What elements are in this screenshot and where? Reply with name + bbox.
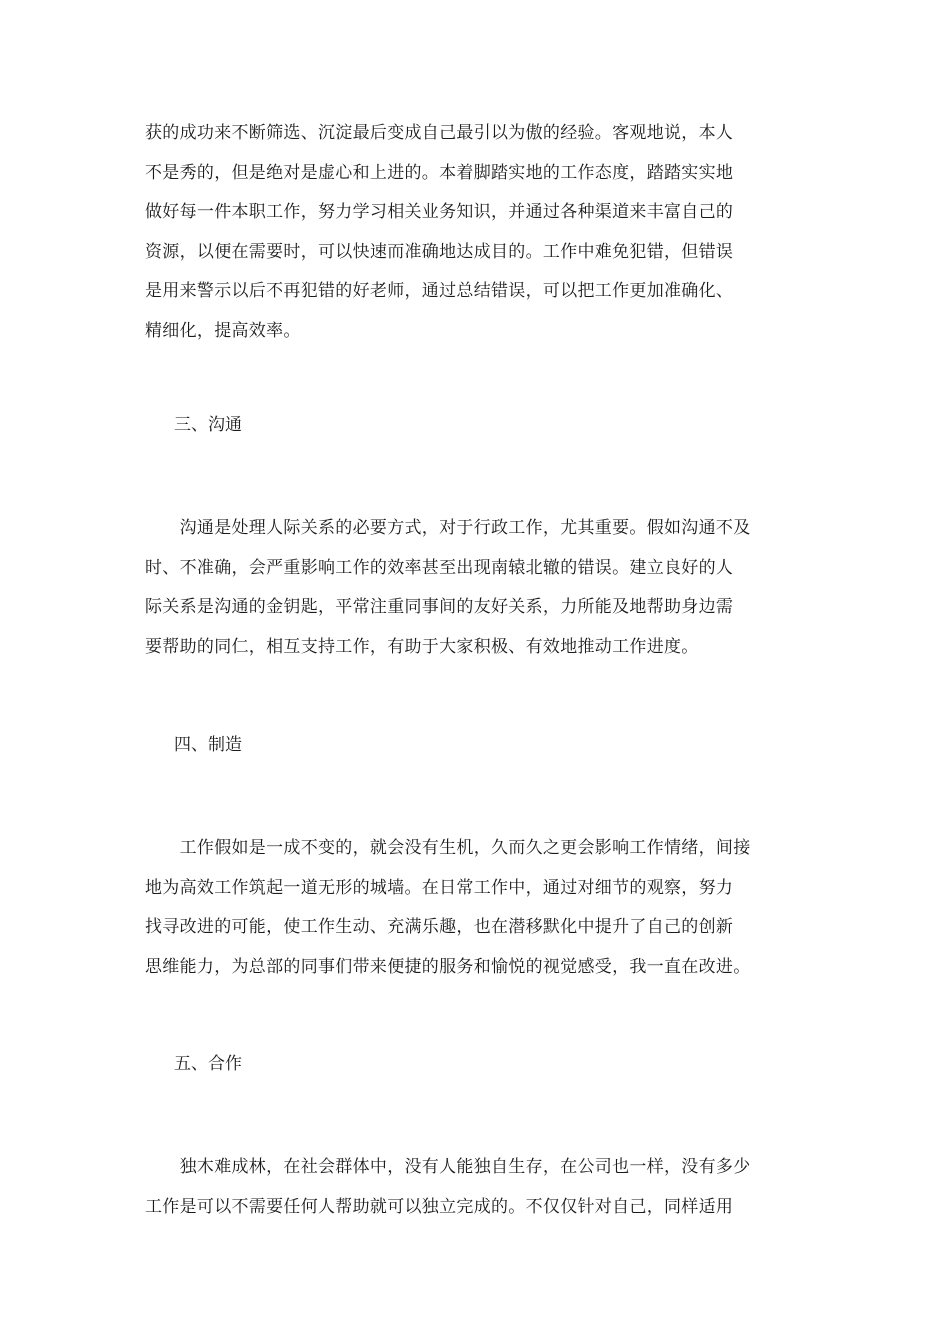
section-heading-creation: 四、制造 — [174, 735, 242, 755]
paragraph-line: 工作假如是一成不变的，就会没有生机，久而久之更会影响工作情绪，间接 — [145, 838, 751, 858]
paragraph-line: 独木难成林，在社会群体中，没有人能独自生存，在公司也一样，没有多少 — [145, 1157, 751, 1177]
paragraph-experience — [145, 114, 810, 351]
paragraph-line: 资源，以便在需要时，可以快速而准确地达成目的。工作中难免犯错，但错误 — [145, 241, 734, 262]
paragraph-line: 是用来警示以后不再犯错的好老师，通过总结错误，可以把工作更加准确化、 — [145, 281, 734, 301]
paragraph-line: 获的成功来不断筛选、沉淀最后变成自己最引以为傲的经验。客观地说，本人 — [145, 123, 734, 143]
paragraph-line: 要帮助的同仁，相互支持工作，有助于大家积极、有效地推动工作进度。 — [145, 636, 699, 657]
paragraph-line: 不是秀的，但是绝对是虚心和上进的。本着脚踏实地的工作态度，踏踏实实地 — [145, 162, 734, 183]
paragraph-communication — [145, 509, 810, 667]
paragraph-line: 地为高效工作筑起一道无形的城墙。在日常工作中，通过对细节的观察，努力 — [145, 877, 734, 898]
paragraph-line: 精细化，提高效率。 — [145, 320, 301, 341]
section-heading-cooperation: 五、合作 — [174, 1054, 242, 1074]
paragraph-line: 时、不准确，会严重影响工作的效率甚至出现南辕北辙的错误。建立良好的人 — [145, 557, 734, 578]
paragraph-line: 工作是可以不需要任何人帮助就可以独立完成的。不仅仅针对自己，同样适用 — [145, 1196, 734, 1217]
paragraph-line: 思维能力，为总部的同事们带来便捷的服务和愉悦的视觉感受，我一直在改进。 — [145, 956, 751, 977]
paragraph-cooperation — [145, 1148, 810, 1227]
paragraph-line: 际关系是沟通的金钥匙，平常注重同事间的友好关系，力所能及地帮助身边需 — [145, 597, 734, 617]
paragraph-line: 沟通是处理人际关系的必要方式，对于行政工作，尤其重要。假如沟通不及 — [145, 518, 751, 538]
paragraph-line: 做好每一件本职工作，努力学习相关业务知识，并通过各种渠道来丰富自己的 — [145, 202, 734, 222]
paragraph-creation — [145, 829, 810, 987]
paragraph-line: 找寻改进的可能，使工作生动、充满乐趣，也在潜移默化中提升了自己的创新 — [145, 917, 734, 937]
section-heading-communication: 三、沟通 — [174, 415, 242, 435]
